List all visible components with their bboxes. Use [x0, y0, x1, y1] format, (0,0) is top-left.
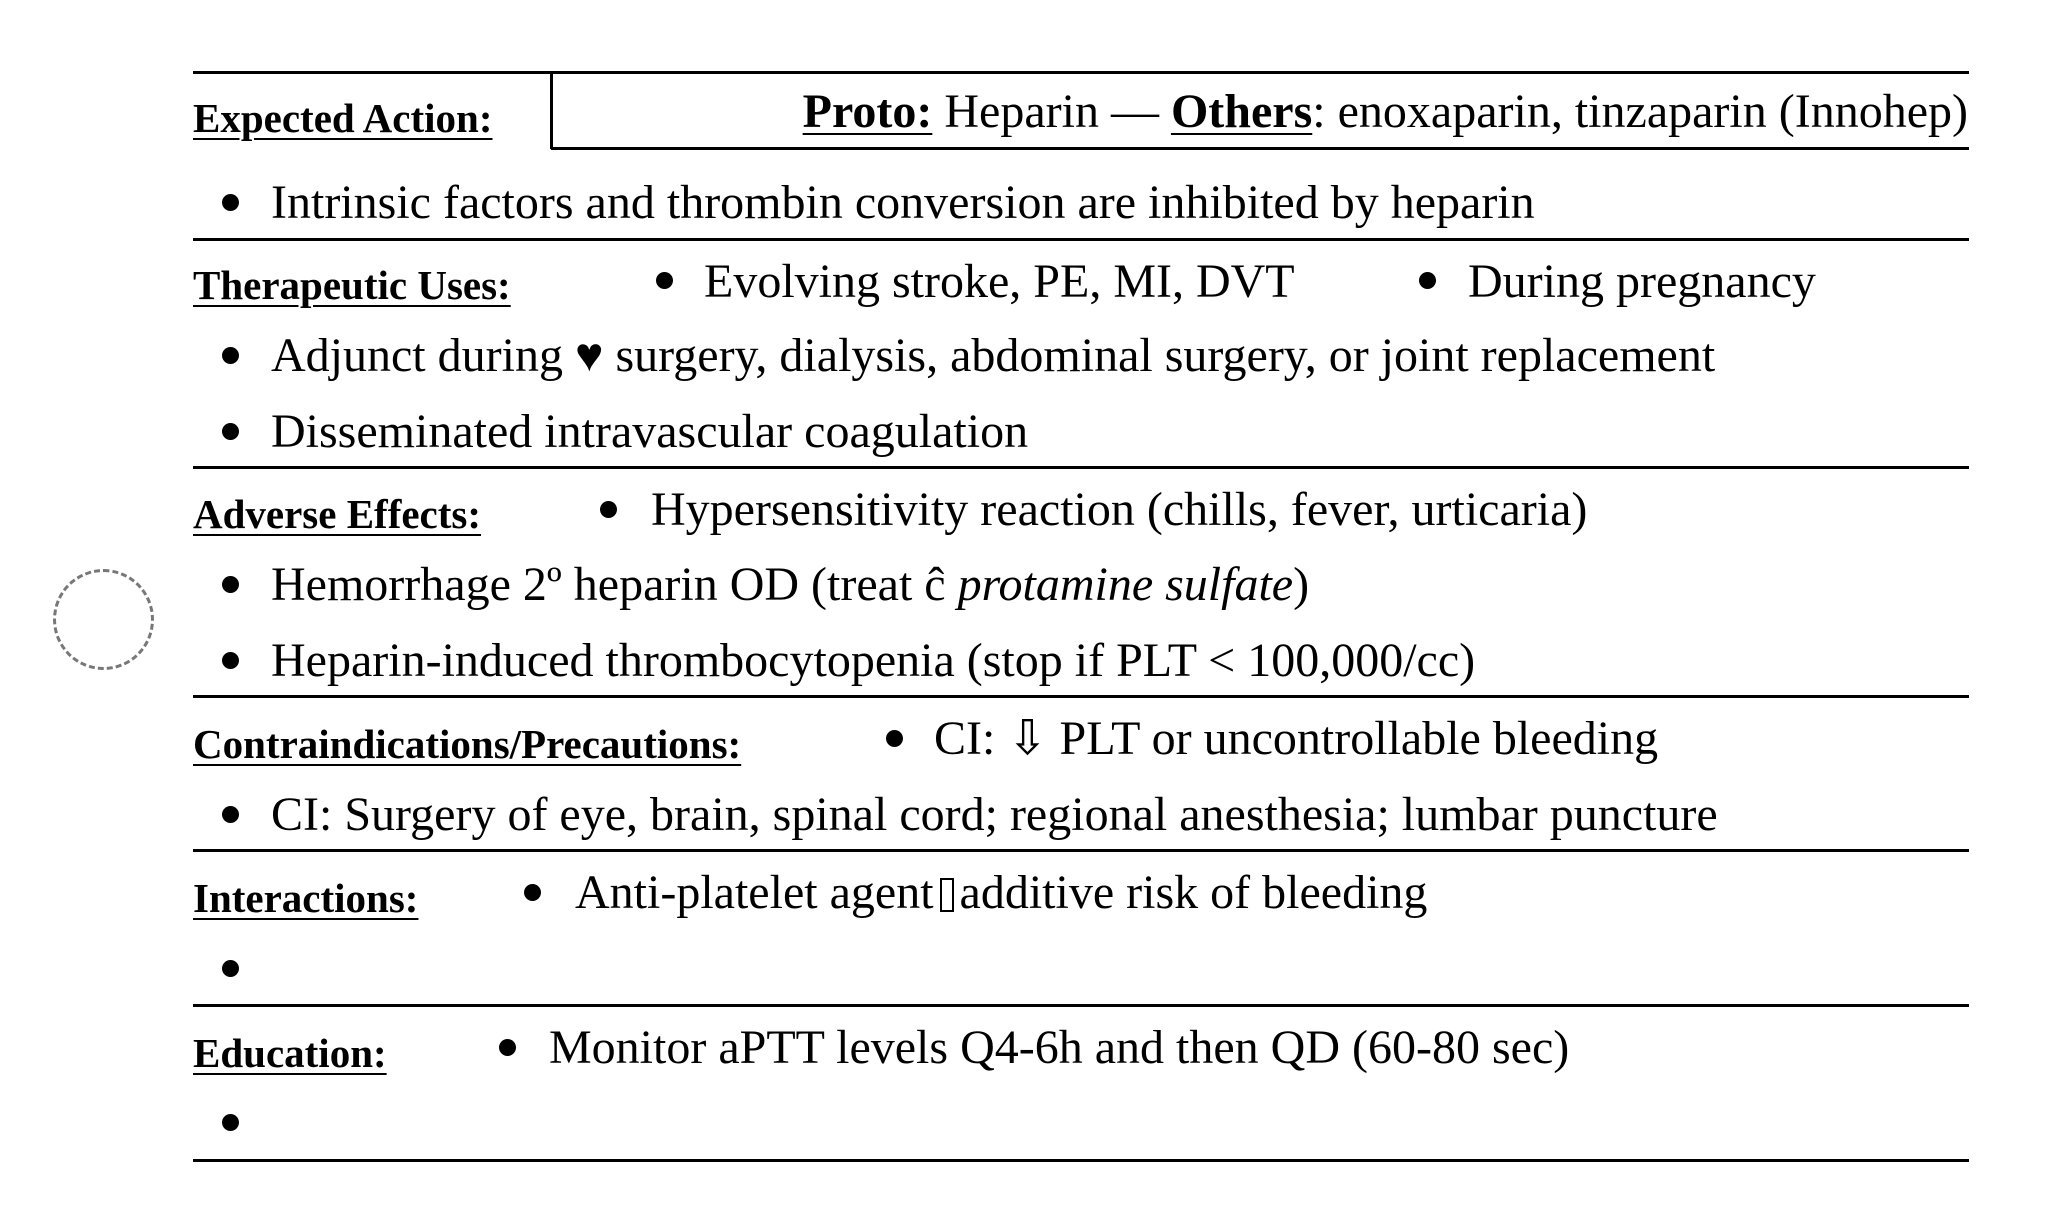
rule-education	[193, 1004, 1969, 1007]
therapeutic-uses-label: Therapeutic Uses:	[193, 262, 511, 308]
proto-label: Proto:	[802, 85, 933, 138]
adverse-effect-item-1-prefix: Hemorrhage 2º heparin OD (treat ĉ	[271, 558, 958, 611]
interaction-inline-prefix: Anti-platelet agent	[575, 866, 934, 919]
bullet-point	[222, 347, 239, 364]
bottom-rule	[193, 1159, 1969, 1162]
therapeutic-use-inline-1: Evolving stroke, PE, MI, DVT	[704, 255, 1295, 308]
education-label: Education:	[193, 1030, 387, 1076]
proto-drug: Heparin —	[932, 85, 1171, 138]
antidote-name: protamine sulfate	[957, 558, 1294, 611]
adverse-effects-label: Adverse Effects:	[193, 491, 482, 537]
rule-interactions	[193, 849, 1969, 852]
expected-action-item: Intrinsic factors and thrombin conversion are inhibited by heparin	[271, 176, 1535, 229]
adverse-effect-inline: Hypersensitivity reaction (chills, fever, urticaria)	[651, 483, 1588, 536]
bullet-point	[524, 884, 541, 901]
contraindication-inline: CI: ⇩ PLT or uncontrollable bleeding	[934, 712, 1659, 765]
therapeutic-use-item-2: Disseminated intravascular coagulation	[271, 405, 1029, 458]
adverse-effect-item-1-suffix: )	[1293, 558, 1310, 611]
header-divider	[550, 71, 553, 149]
expected-action-label: Expected Action:	[193, 95, 493, 141]
adverse-effect-item-1	[271, 558, 1310, 611]
adverse-effect-item-2: Heparin-induced thrombocytopenia (stop if PLT < 100,000/cc)	[271, 634, 1476, 687]
contraindication-item-1: CI: Surgery of eye, brain, spinal cord; regional anesthesia; lumbar puncture	[271, 788, 1718, 841]
bullet-point	[222, 652, 239, 669]
bullet-point	[886, 730, 903, 747]
bullet-point	[499, 1039, 516, 1056]
bullet-point	[222, 1114, 239, 1131]
rule-contraindications	[193, 695, 1969, 698]
therapeutic-use-inline-2: During pregnancy	[1468, 255, 1816, 308]
top-rule	[193, 71, 1969, 74]
bullet-point	[600, 501, 617, 518]
rule-therapeutic-uses	[193, 238, 1969, 241]
bullet-point	[222, 960, 239, 977]
dashed-circle-icon	[53, 569, 154, 670]
interaction-inline	[575, 866, 1428, 919]
bullet-point	[222, 576, 239, 593]
prototype-line	[802, 85, 1968, 138]
bullet-point	[1419, 272, 1436, 289]
rule-adverse-effects	[193, 466, 1969, 469]
bullet-point	[222, 806, 239, 823]
header-underline-rule	[551, 147, 1969, 150]
interactions-label: Interactions:	[193, 875, 419, 921]
education-inline: Monitor aPTT levels Q4-6h and then QD (60-80 sec)	[549, 1021, 1570, 1074]
others-text: : enoxaparin, tinzaparin (Innohep)	[1312, 85, 1968, 138]
bullet-point	[222, 423, 239, 440]
contraindications-label: Contraindications/Precautions:	[193, 721, 742, 767]
others-label: Others	[1170, 85, 1313, 138]
bullet-point	[656, 272, 673, 289]
interaction-inline-suffix: additive risk of bleeding	[959, 866, 1428, 919]
missing-glyph-icon	[940, 878, 954, 912]
therapeutic-use-item-1: Adjunct during ♥ surgery, dialysis, abdominal surgery, or joint replacement	[271, 329, 1716, 382]
bullet-point	[222, 194, 239, 211]
